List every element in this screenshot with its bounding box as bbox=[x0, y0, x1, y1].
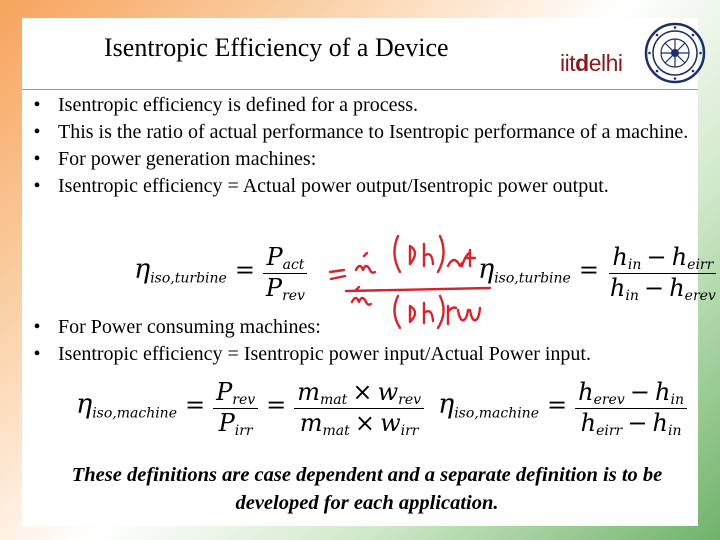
eta-subscript: iso,machine bbox=[92, 405, 177, 422]
h-symbol: h bbox=[652, 409, 668, 438]
equals-sign: = bbox=[547, 391, 568, 420]
equals-sign: = bbox=[266, 391, 287, 420]
equals-sign: = bbox=[578, 256, 599, 285]
numerator-subscript: act bbox=[282, 257, 305, 274]
bullet-dot: • bbox=[33, 175, 41, 197]
numerator-symbol: P bbox=[266, 243, 283, 271]
minus-sign: − bbox=[629, 378, 650, 406]
bullet-text: Isentropic efficiency = Isentropic power input/Actual Power input. bbox=[58, 343, 591, 365]
m-subscript: mat bbox=[320, 392, 348, 409]
bullet-dot: • bbox=[33, 343, 41, 365]
minus-sign: − bbox=[627, 409, 648, 438]
h-subscript: erev bbox=[593, 392, 625, 409]
w-symbol: w bbox=[377, 378, 399, 406]
p-subscript: rev bbox=[232, 392, 256, 409]
equals-sign: = bbox=[185, 391, 206, 420]
eta-subscript: iso,turbine bbox=[150, 270, 227, 287]
minus-sign: − bbox=[643, 274, 665, 303]
slide-title: Isentropic Efficiency of a Device bbox=[104, 33, 449, 62]
bullet-dot: • bbox=[33, 148, 41, 170]
h-symbol: h bbox=[609, 274, 626, 303]
p-subscript: irr bbox=[234, 423, 253, 440]
m-subscript: mat bbox=[322, 423, 350, 440]
h-symbol: h bbox=[669, 274, 685, 303]
eta-subscript: iso,machine bbox=[454, 405, 539, 422]
m-symbol: m bbox=[297, 378, 321, 406]
minus-sign: − bbox=[646, 243, 667, 271]
bullet-dot: • bbox=[33, 94, 41, 116]
h-symbol: h bbox=[612, 243, 628, 271]
m-symbol: m bbox=[299, 409, 323, 438]
eta-symbol: η bbox=[438, 389, 455, 421]
times-sign: × bbox=[352, 378, 373, 406]
w-subscript: rev bbox=[398, 392, 422, 409]
logo-part-elhi: elhi bbox=[588, 50, 623, 76]
h-subscript: eirr bbox=[687, 257, 714, 274]
h-subscript: in bbox=[670, 392, 685, 409]
h-symbol: h bbox=[580, 409, 597, 438]
bullet-text: For Power consuming machines: bbox=[58, 316, 321, 338]
h-symbol: h bbox=[671, 243, 688, 271]
logo-part-iit: iit bbox=[560, 50, 576, 76]
bullet-dot: • bbox=[33, 121, 41, 143]
p-symbol: P bbox=[216, 378, 233, 406]
bullet-text: Isentropic efficiency is defined for a process. bbox=[58, 94, 419, 116]
eta-symbol: η bbox=[134, 254, 151, 286]
w-symbol: w bbox=[380, 409, 401, 438]
bullet-text: This is the ratio of actual performance to Isentropic performance of a machine. bbox=[58, 121, 689, 143]
h-subscript: in bbox=[625, 288, 639, 305]
denominator-subscript: rev bbox=[282, 288, 305, 305]
bullet-text: For power generation machines: bbox=[58, 148, 317, 170]
w-subscript: irr bbox=[400, 423, 419, 440]
eta-subscript: iso,turbine bbox=[494, 270, 571, 287]
eta-symbol: η bbox=[478, 254, 495, 286]
logo-part-d: d bbox=[575, 50, 589, 76]
p-symbol: P bbox=[218, 409, 235, 438]
h-subscript: eirr bbox=[596, 423, 623, 440]
footnote-text: These definitions are case dependent and a separate definition is to be developed for each application. bbox=[71, 464, 663, 514]
bullet-dot: • bbox=[33, 316, 41, 338]
h-subscript: erev bbox=[684, 288, 716, 305]
h-subscript: in bbox=[627, 257, 642, 274]
bullet-text: Isentropic efficiency = Actual power output/Isentropic power output. bbox=[58, 175, 609, 197]
denominator-symbol: P bbox=[265, 274, 283, 303]
h-subscript: in bbox=[668, 423, 682, 440]
h-symbol: h bbox=[578, 378, 594, 406]
eta-symbol: η bbox=[76, 389, 93, 421]
h-symbol: h bbox=[655, 378, 671, 406]
equals-sign: = bbox=[234, 256, 255, 285]
times-sign: × bbox=[354, 409, 375, 438]
